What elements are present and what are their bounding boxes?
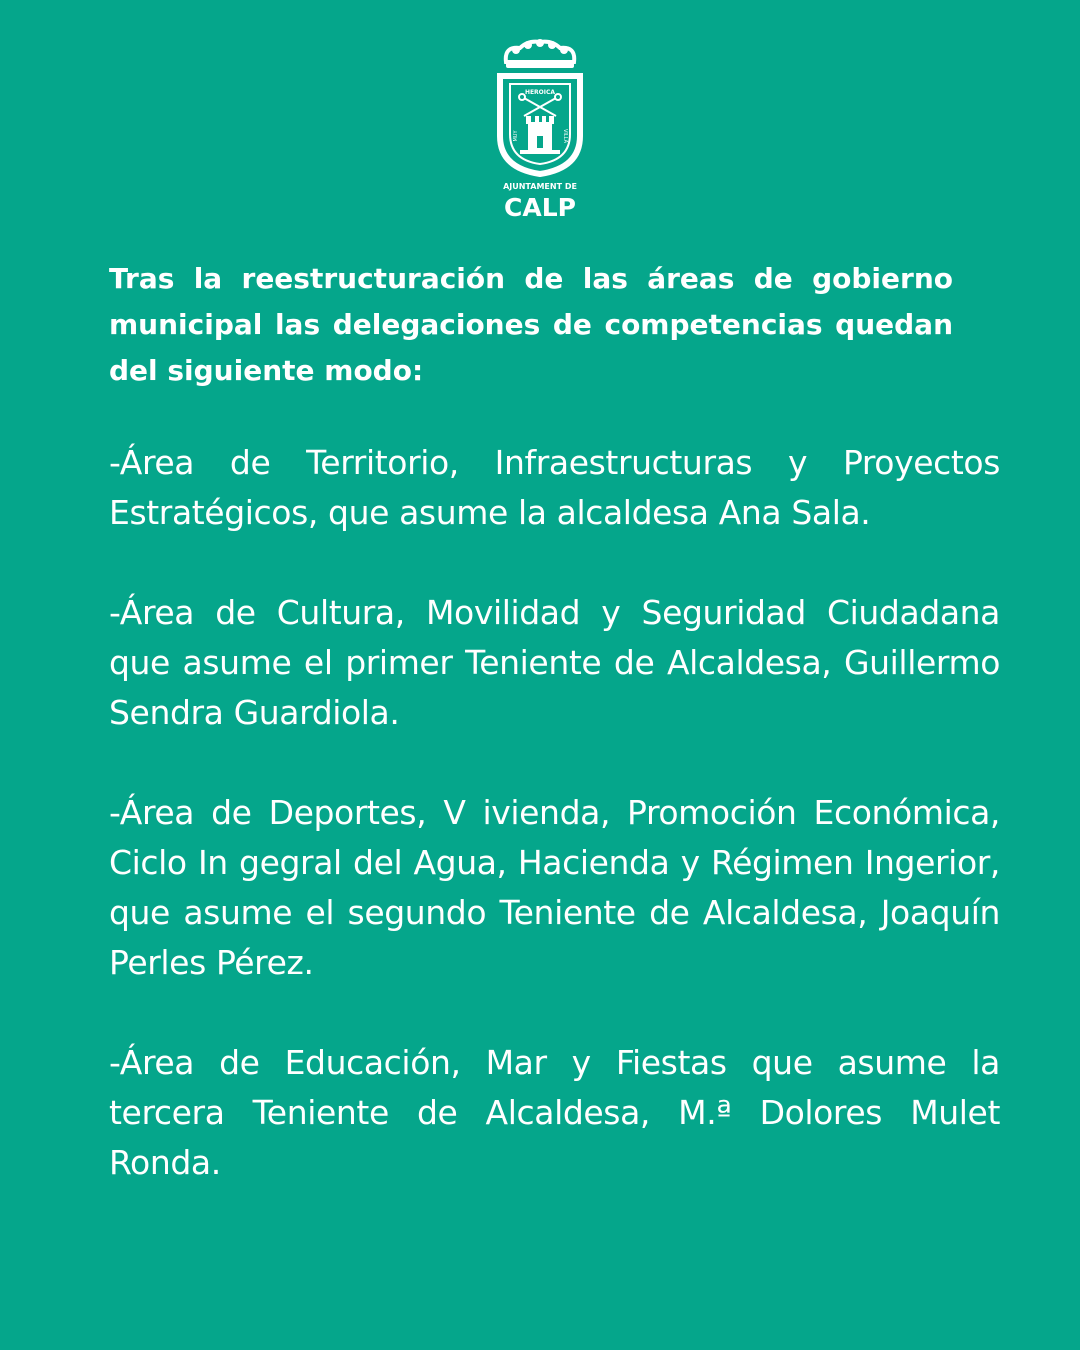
motto-left: MUY — [513, 130, 519, 142]
logo-caption-small: AJUNTAMENT DE — [503, 182, 577, 191]
crossed-keys-icon — [519, 94, 561, 116]
area-educacion: -Área de Educación, Mar y Fiestas que asume la tercera Teniente de Alcaldesa, M.ª Dolores Mulet Ronda. — [109, 1043, 1000, 1182]
area-territorio: -Área de Territorio, Infraestructuras y Proyectos Estratégicos, que asume la alcaldesa Ana Sala. — [109, 443, 1000, 532]
motto-right: VILLA — [562, 128, 568, 144]
coat-of-arms-icon — [494, 36, 586, 222]
tower-icon — [520, 116, 560, 154]
ajuntament-calp-logo — [494, 36, 586, 222]
areas-list — [109, 438, 1000, 1238]
area-cultura: -Área de Cultura, Movilidad y Seguridad Ciudadana que asume el primer Teniente de Alcaldesa, Guillermo Sendra Guardiola. — [109, 593, 1000, 732]
intro-text: Tras la reestructuración de las áreas de gobierno municipal las delegaciones de competencias quedan del siguiente modo: — [109, 262, 953, 387]
area-deportes: -Área de Deportes, V ivienda, Promoción Económica, Ciclo In gegral del Agua, Hacienda y Régimen Ingerior, que asume el segundo Teniente de Alcaldesa, Joaquín Perles Pérez. — [109, 793, 1000, 982]
motto-top: HEROICA — [524, 89, 556, 96]
logo-caption-big: CALP — [504, 193, 576, 222]
crown-icon — [506, 39, 574, 68]
